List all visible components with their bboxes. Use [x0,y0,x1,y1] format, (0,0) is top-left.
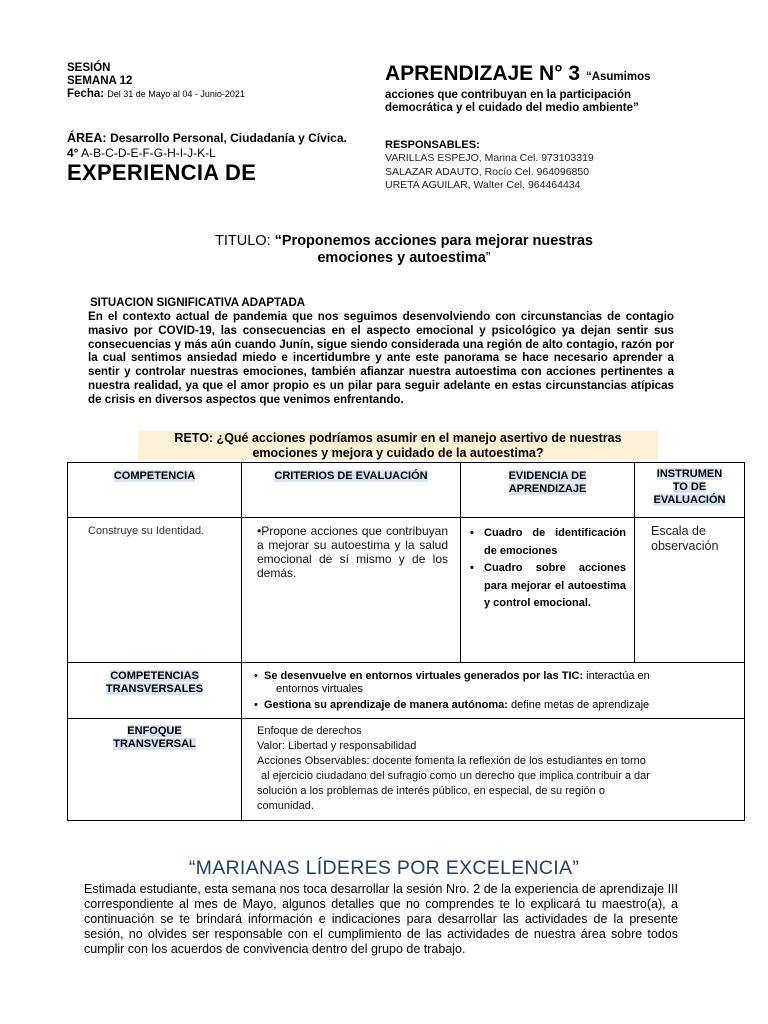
enfoque-line: Acciones Observables: docente fomenta la reflexión de los estudiantes en torno [257,755,646,767]
criterio-text: •Propone acciones que contribuyan a mejorar su autoestima y la salud emocional de sí mismo y de los demás. [257,524,448,580]
evaluation-table [67,462,745,821]
enfoque-label-cell [68,719,242,821]
table-row-transversales [68,663,745,719]
responsables-heading: RESPONSABLES: [385,139,480,151]
transversales-label-2: TRANSVERSALES [105,683,204,695]
header-criterios-cell [242,463,461,518]
area-block [67,131,387,186]
week-label: SEMANA 12 [67,75,133,87]
bullet-icon: • [254,670,258,682]
enfoque-label-2: TRANSVERSAL [113,738,196,750]
challenge-block [138,431,658,460]
area-label: ÁREA: [67,131,107,145]
transversal-item-1-cont: entornos virtuales [276,683,363,695]
header-evidencia-cell [461,463,635,518]
enfoque-line: Valor: Libertad y responsabilidad [257,740,417,752]
title-block [150,233,658,267]
grade-label: 4° [67,146,79,160]
title-line-1 [150,233,658,250]
enfoque-content-cell [242,719,745,821]
header-instrumento-1: INSTRUMEN [656,468,723,480]
responsable-item: SALAZAR ADAUTO, Rocío Cel. 964096850 [385,165,590,178]
instrumento-text: Escala de observación [651,524,719,553]
table-row [68,518,745,663]
title-label: TITULO: [215,233,275,249]
header-instrumento-2: TO DE [672,481,707,493]
header-evidencia-2: APRENDIZAJE [508,483,587,495]
motto: “MARIANAS LÍDERES POR EXCELENCIA” [188,857,580,879]
transversales-content-cell [242,663,745,719]
evidence-text: Cuadro sobre acciones para mejorar el autoestima y control emocional. [484,562,626,609]
grade-sections: A-B-C-D-E-F-G-H-I-J-K-L [81,146,216,160]
responsable-item: VARILLAS ESPEJO, Marina Cel. 973103319 [385,152,594,164]
date-line [67,88,387,101]
title-line-2 [150,250,658,267]
header-evidencia-1: EVIDENCIA DE [508,470,587,482]
table-row-enfoque [68,719,745,821]
transversales-label-1: COMPETENCIAS [110,670,199,682]
competencia-text: Construye su Identidad. [88,525,205,537]
session-label: SESIÓN [67,62,111,74]
transversal-item [254,669,744,683]
title-text-1: “Proponemos acciones para mejorar nuestras [274,233,593,249]
enfoque-line: al ejercicio ciudadano del sufragio como un derecho que implica contribuir a dar [261,770,650,782]
enfoque-label-1: ENFOQUE [127,725,182,737]
header-instrumento-3: EVALUACIÓN [653,494,726,506]
evidence-item [470,525,626,560]
header-competencia: COMPETENCIA [113,470,196,482]
learning-title-block [385,62,715,115]
evidence-item [470,560,626,613]
responsable-item: URETA AGUILAR, Walter Cel. 964464434 [385,179,581,191]
instrumento-cell [635,518,745,663]
bullet-icon: • [254,699,258,711]
header-instrumento-cell [635,463,745,518]
competencia-cell [68,518,242,663]
challenge-line-2: emociones y mejora y cuidado de la autoestima? [252,445,544,460]
header-criterios: CRITERIOS DE EVALUACIÓN [274,470,428,482]
transversal-item-1-bold: Se desenvuelve en entornos virtuales generados por las TIC: [264,670,584,682]
session-info [67,62,387,101]
date-value: Del 31 de Mayo al 04 - Junio-2021 [107,89,245,99]
title-close-quote: ” [485,250,491,266]
transversales-label-cell [68,663,242,719]
evidence-text: Cuadro de identificación de emociones [484,527,626,557]
criterio-cell [242,518,461,663]
bullet-icon: • [470,527,474,539]
area-line [67,131,387,146]
situation-heading: SITUACION SIGNIFICATIVA ADAPTADA [90,297,306,309]
enfoque-line: Enfoque de derechos [257,725,362,737]
date-label: Fecha: [67,88,105,100]
area-value: Desarrollo Personal, Ciudadanía y Cívica. [110,131,347,145]
transversal-item-1-rest: interactúa en [583,670,650,682]
experience-heading: EXPERIENCIA DE [67,160,257,185]
table-header-row [68,463,745,518]
grade-line [67,146,387,160]
enfoque-line: comunidad. [257,800,314,812]
learning-title [385,62,715,89]
learning-number: APRENDIZAJE N° 3 [385,62,581,85]
transversal-item-2-rest: define metas de aprendizaje [507,699,650,711]
evidencia-cell [461,518,635,663]
responsables-block [385,139,715,193]
enfoque-line: solución a los problemas de interés público, en especial, de su región o [257,785,605,797]
transversal-item-2-bold: Gestiona su aprendizaje de manera autónoma: [264,699,508,711]
learning-desc-1: acciones que contribuyan en la participación [385,89,632,101]
situation-text: En el contexto actual de pandemia que nos seguimos desenvolviendo con circunstancias de contagio masivo por COVID-19, las consecuencias en el aspecto emocional y psicológico ya dejan sentir sus consecuencias y más aún cuando Junín, sigue siendo considerada una región de alto contagio, razón por la cual sentimos ansiedad miedo e incertidumbre y ante este panorama se hace necesario aprender a sentir y controlar nuestras emociones, también afianzar nuestra autoestima con acciones pertinentes a nuestra realidad, ya que el amor propio es un pilar para seguir adelante en estas circunstancias atípicas de crisis en diversos aspectos que venimos enfrentando. [88,310,674,406]
learning-subtitle-start: “Asumimos [585,71,651,83]
bullet-icon: • [470,562,474,574]
challenge-line-1: RETO: ¿Qué acciones podríamos asumir en el manejo asertivo de nuestras [174,431,622,445]
student-message: Estimada estudiante, esta semana nos toca desarrollar la sesión Nro. 2 de la experiencia de aprendizaje III correspondiente al mes de Mayo, algunos detalles que no comprendes te lo explicará tu maestro(a), a continuación se te brindará información e indicaciones para desarrollar las actividades de la presente sesión, no olvides ser responsable con el cumplimiento de las actividades de nuestra área sobre todos cumplir con los acuerdos de convivencia dentro del grupo de trabajo. [84,882,678,956]
title-text-2: emociones y autoestima [317,250,486,266]
transversal-item [254,698,744,712]
header-competencia-cell [68,463,242,518]
learning-desc-2: democrática y el cuidado del medio ambiente” [385,102,639,114]
